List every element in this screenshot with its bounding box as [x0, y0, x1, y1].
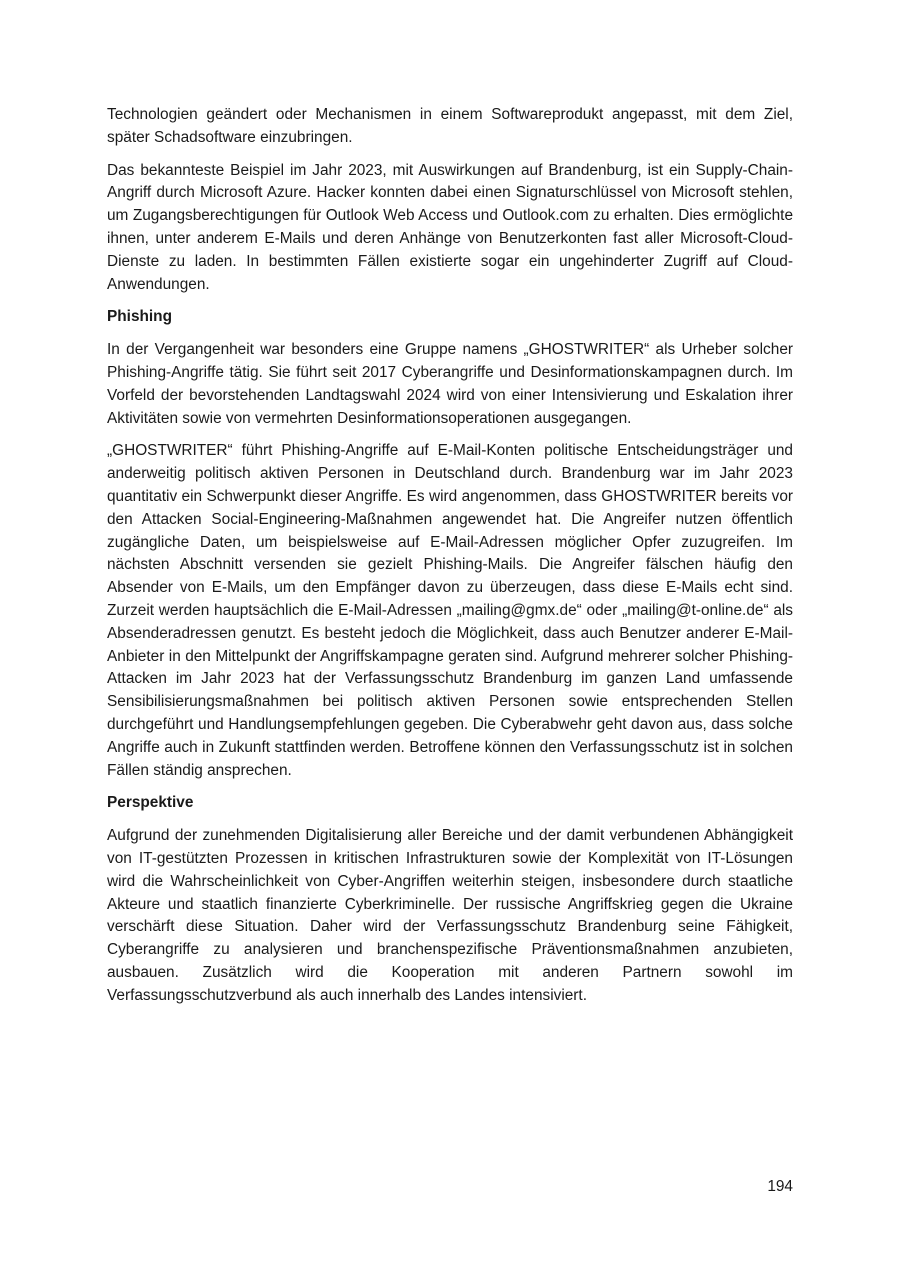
- paragraph-intro: Technologien geändert oder Mechanismen in einem Softwareprodukt angepasst, mit dem Ziel, später Schadsoftware einzubringen.: [107, 106, 793, 146]
- paragraph-supply-chain: Das bekannteste Beispiel im Jahr 2023, mit Auswirkungen auf Brandenburg, ist ein Supply-Chain-Angriff durch Microsoft Azure. Hacker konnten dabei einen Signaturschlüssel von Microsoft stehlen, um Zugangsberechtigungen für Outlook Web Access und Outlook.com zu erhalten. Dies ermöglichte ihnen, unter anderem E-Mails und deren Anhänge von Benutzerkonten fast aller Microsoft-Cloud-Dienste zu laden. In bestimmten Fällen existierte sogar ein ungehinderter Zugriff auf Cloud-Anwendungen.: [107, 161, 793, 293]
- heading-phishing: Phishing: [107, 308, 172, 326]
- heading-perspektive: Perspektive: [107, 794, 194, 812]
- document-page: [107, 104, 793, 1017]
- paragraph-phishing-1: In der Vergangenheit war besonders eine Gruppe namens „GHOSTWRITER“ als Urheber solcher Phishing-Angriffe tätig. Sie führt seit 2017 Cyberangriffe und Desinformationskampagnen durch. Im Vorfeld der bevorstehenden Landtagswahl 2024 wird von einer Intensivierung und Eskalation ihrer Aktivitäten sowie von vermehrten Desinformationsoperationen ausgegangen.: [107, 341, 793, 427]
- paragraph-perspektive: Aufgrund der zunehmenden Digitalisierung aller Bereiche und der damit verbundenen Abhängigkeit von IT-gestützten Prozessen in kritischen Infrastrukturen sowie der Komplexität von IT-Lösungen wird die Wahrscheinlichkeit von Cyber-Angriffen weiterhin steigen, insbesondere durch staatliche Akteure und staatlich finanzierte Cyberkriminelle. Der russische Angriffskrieg gegen die Ukraine verschärft diese Situation. Daher wird der Verfassungsschutz Brandenburg seine Fähigkeit, Cyberangriffe zu analysieren und branchenspezifische Präventionsmaßnahmen anzubieten, ausbauen. Zusätzlich wird die Kooperation mit anderen Partnern sowohl im Verfassungsschutzverbund als auch innerhalb des Landes intensiviert.: [107, 827, 793, 1004]
- paragraph-phishing-2: „GHOSTWRITER“ führt Phishing-Angriffe auf E-Mail-Konten politische Entscheidungsträger und anderweitig politisch aktiven Personen in Deutschland durch. Brandenburg war im Jahr 2023 quantitativ ein Schwerpunkt dieser Angriffe. Es wird angenommen, dass GHOSTWRITER bereits vor den Attacken Social-Engineering-Maßnahmen angewendet hat. Die Angreifer nutzen öffentlich zugängliche Daten, um beispielsweise auf E-Mail-Adressen möglicher Opfer zuzugreifen. Im nächsten Abschnitt versenden sie gezielt Phishing-Mails. Die Angreifer fälschen häufig den Absender von E-Mails, um den Empfänger davon zu überzeugen, dass diese E-Mails echt sind. Zurzeit werden hauptsächlich die E-Mail-Adressen „mailing@gmx.de“ oder „mailing@t-online.de“ als Absenderadressen genutzt. Es besteht jedoch die Möglichkeit, dass auch Benutzer anderer E-Mail-Anbieter in den Mittelpunkt der Angriffskampagne geraten sind. Aufgrund mehrerer solcher Phishing-Attacken im Jahr 2023 hat der Verfassungsschutz Brandenburg im ganzen Land umfassende Sensibilisierungsmaßnahmen bei politisch aktiven Personen sowie entsprechenden Stellen durchgeführt und Handlungsempfehlungen gegeben. Die Cyberabwehr geht davon aus, dass solche Angriffe auch in Zukunft stattfinden werden. Betroffene können den Verfassungsschutz ist in solchen Fällen ständig ansprechen.: [107, 442, 793, 779]
- page-number: 194: [767, 1178, 793, 1195]
